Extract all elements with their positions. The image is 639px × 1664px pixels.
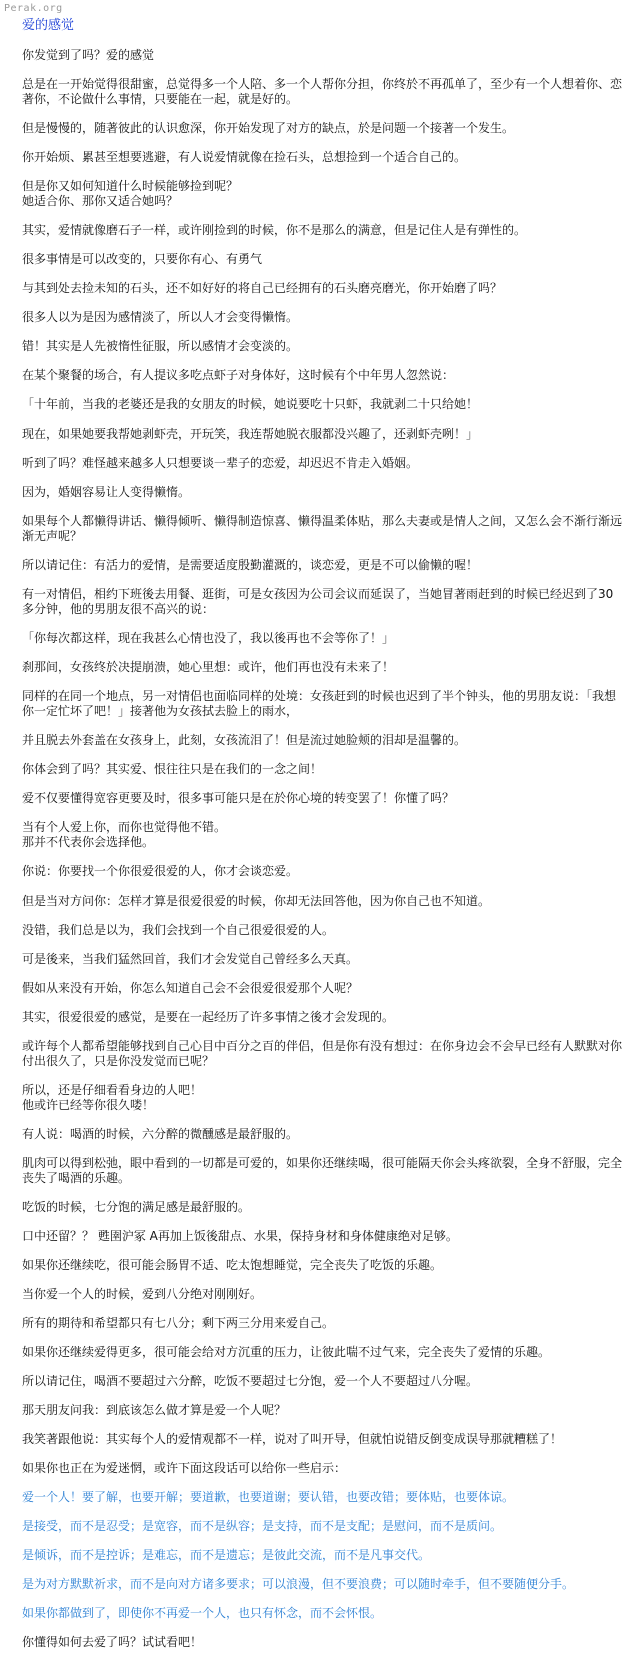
body-paragraph: 假如从来没有开始，你怎么知道自己会不会很爱很爱那个人呢？: [22, 981, 359, 995]
body-paragraph: 所有的期待和希望都只有七八分；剩下两三分用来爱自己。: [22, 1316, 335, 1330]
body-paragraph: 「十年前，当我的老婆还是我的女朋友的时候，她说要吃十只虾，我就剥二十只给她！ 现在，如果她要我帮她剥虾壳，开玩笑，我连帮她脱衣服都没兴趣了，还剥虾壳咧！」: [22, 397, 479, 441]
body-paragraph: 如果每个人都懒得讲话、懒得倾听、懒得制造惊喜、懒得温柔体贴，那么夫妻或是情人之间，又怎么会不渐行渐远渐无声呢？: [22, 514, 623, 543]
body-paragraph: 你懂得如何去爱了吗？试试看吧！: [22, 1635, 203, 1649]
highlight-paragraph: 是为对方默默祈求，而不是向对方诸多要求；可以浪漫，但不要浪费；可以随时牵手，但不要随便分手。: [22, 1577, 575, 1591]
highlight-paragraph: 爱一个人！要了解，也要开解；要道歉，也要道谢；要认错，也要改错；要体贴，也要体谅。: [22, 1490, 515, 1504]
article: [22, 18, 622, 1664]
body-paragraph: 你发觉到了吗？爱的感觉: [22, 48, 155, 62]
highlight-paragraph: 是倾诉，而不是控诉；是难忘，而不是遗忘；是彼此交流，而不是凡事交代。: [22, 1548, 431, 1562]
body-paragraph: 并且脱去外套盖在女孩身上，此刻，女孩流泪了！但是流过她脸颊的泪却是温馨的。: [22, 733, 467, 747]
highlight-paragraph: 如果你都做到了，即使你不再爱一个人，也只有怀念，而不会怀恨。: [22, 1606, 383, 1620]
body-paragraph: 所以请记住，喝酒不要超过六分醉，吃饭不要超过七分饱，爱一个人不要超过八分喔。: [22, 1374, 479, 1388]
body-paragraph: 可是後来，当我们猛然回首，我们才会发觉自己曾经多么天真。: [22, 952, 359, 966]
body-paragraph: 你体会到了吗？其实爱、恨往往只是在我们的一念之间！: [22, 762, 323, 776]
body-paragraph: 同样的在同一个地点，另一对情侣也面临同样的处境：女孩赶到的时候也迟到了半个钟头，他的男朋友说：「我想你一定忙坏了吧！」接著他为女孩拭去脸上的雨水，: [22, 689, 617, 718]
body-paragraph: 口中还留？？ 甦圉沪冢 A再加上饭後甜点、水果，保持身材和身体健康绝对足够。: [22, 1229, 458, 1243]
body-paragraph: 很多人以为是因为感情淡了，所以人才会变得懒惰。: [22, 310, 299, 324]
body-paragraph: 没错，我们总是以为，我们会找到一个自己很爱很爱的人。: [22, 923, 335, 937]
body-paragraph: 我笑著跟他说：其实每个人的爱情观都不一样，说对了叫开导，但就怕说错反倒变成误导那就糟糕了！: [22, 1432, 563, 1446]
body-paragraph: 那天朋友问我：到底该怎么做才算是爱一个人呢？: [22, 1403, 287, 1417]
body-paragraph: 「你每次都这样，现在我甚么心情也没了，我以後再也不会等你了！」: [22, 631, 395, 645]
body-paragraph: 吃饭的时候，七分饱的满足感是最舒服的。: [22, 1200, 251, 1214]
body-paragraph: 因为，婚姻容易让人变得懒惰。: [22, 485, 191, 499]
body-paragraph: 很多事情是可以改变的，只要你有心、有勇气: [22, 252, 263, 266]
body-paragraph: 当你爱一个人的时候，爱到八分绝对刚刚好。: [22, 1287, 263, 1301]
body-paragraph: 如果你也正在为爱迷惘，或许下面这段话可以给你一些启示：: [22, 1461, 347, 1475]
body-paragraph: 刹那间，女孩终於决提崩溃，她心里想：或许，他们再也没有未来了！: [22, 660, 395, 674]
body-paragraph: 你开始烦、累甚至想要逃避，有人说爱情就像在捡石头，总想捡到一个适合自己的。: [22, 150, 467, 164]
body-paragraph: 如果你还继续爱得更多，很可能会给对方沉重的压力，让彼此喘不过气来，完全丧失了爱情的乐趣。: [22, 1345, 551, 1359]
body-paragraph: 有一对情侣，相约下班後去用餐、逛街，可是女孩因为公司会议而延误了，当她冒著雨赶到的时候已经迟到了30多分钟，他的男朋友很不高兴的说：: [22, 587, 614, 616]
highlight-paragraph: 是接受，而不是忍受；是宽容，而不是纵容；是支持，而不是支配；是慰问，而不是质问。: [22, 1519, 503, 1533]
body-paragraph: 当有个人爱上你，而你也觉得他不错。 那并不代表你会选择他。: [22, 820, 227, 849]
body-paragraph: 听到了吗？难怪越来越多人只想要谈一辈子的恋爱，却迟迟不肯走入婚姻。: [22, 456, 419, 470]
body-paragraph: 肌肉可以得到松弛，眼中看到的一切都是可爱的，如果你还继续喝，很可能隔天你会头疼欲裂，全身不舒服，完全丧失了喝酒的乐趣。: [22, 1156, 623, 1185]
body-paragraph: 其实，很爱很爱的感觉，是要在一起经历了许多事情之後才会发现的。: [22, 1010, 395, 1024]
body-paragraph: 总是在一开始觉得很甜蜜，总觉得多一个人陪、多一个人帮你分担，你终於不再孤单了，至少有一个人想着你、恋著你，不论做什么事情，只要能在一起，就是好的。: [22, 77, 623, 106]
body-paragraph: 爱不仅要懂得宽容更要及时，很多事可能只是在於你心境的转变罢了！你懂了吗？: [22, 791, 455, 805]
body-paragraph: 在某个聚餐的场合，有人提议多吃点虾子对身体好，这时候有个中年男人忽然说：: [22, 368, 455, 382]
body-paragraph: 其实，爱情就像磨石子一样，或许刚捡到的时候，你不是那么的满意，但是记住人是有弹性的。: [22, 223, 527, 237]
site-watermark: Perak.org: [4, 3, 63, 14]
body-paragraph: 但是你又如何知道什么时候能够捡到呢？ 她适合你、那你又适合她吗？: [22, 179, 239, 208]
body-paragraph: 如果你还继续吃，很可能会肠胃不适、吃太饱想睡觉，完全丧失了吃饭的乐趣。: [22, 1258, 443, 1272]
body-paragraph: 你说：你要找一个你很爱很爱的人，你才会谈恋爱。 但是当对方问你：怎样才算是很爱很爱的时候，你却无法回答他，因为你自己也不知道。: [22, 864, 491, 908]
body-paragraph: 错！其实是人先被惰性征服，所以感情才会变淡的。: [22, 339, 299, 353]
article-body: [22, 48, 622, 1650]
body-paragraph: 或许每个人都希望能够找到自己心目中百分之百的伴侣，但是你有没有想过：在你身边会不会早已经有人默默对你付出很久了，只是你没发觉而已呢？: [22, 1039, 623, 1068]
article-title: 爱的感觉: [22, 18, 75, 33]
body-paragraph: 有人说：喝酒的时候，六分醉的微醺感是最舒服的。: [22, 1127, 299, 1141]
body-paragraph: 但是慢慢的，随著彼此的认识愈深，你开始发现了对方的缺点，於是问题一个接著一个发生。: [22, 121, 515, 135]
body-paragraph: 所以请记住：有活力的爱情，是需要适度殷勤灌溉的，谈恋爱，更是不可以偷懒的喔！: [22, 558, 479, 572]
body-paragraph: 与其到处去捡未知的石头，还不如好好的将自己已经拥有的石头磨亮磨光，你开始磨了吗？: [22, 281, 503, 295]
body-paragraph: 所以，还是仔细看看身边的人吧！ 他或许已经等你很久喽！: [22, 1083, 203, 1112]
